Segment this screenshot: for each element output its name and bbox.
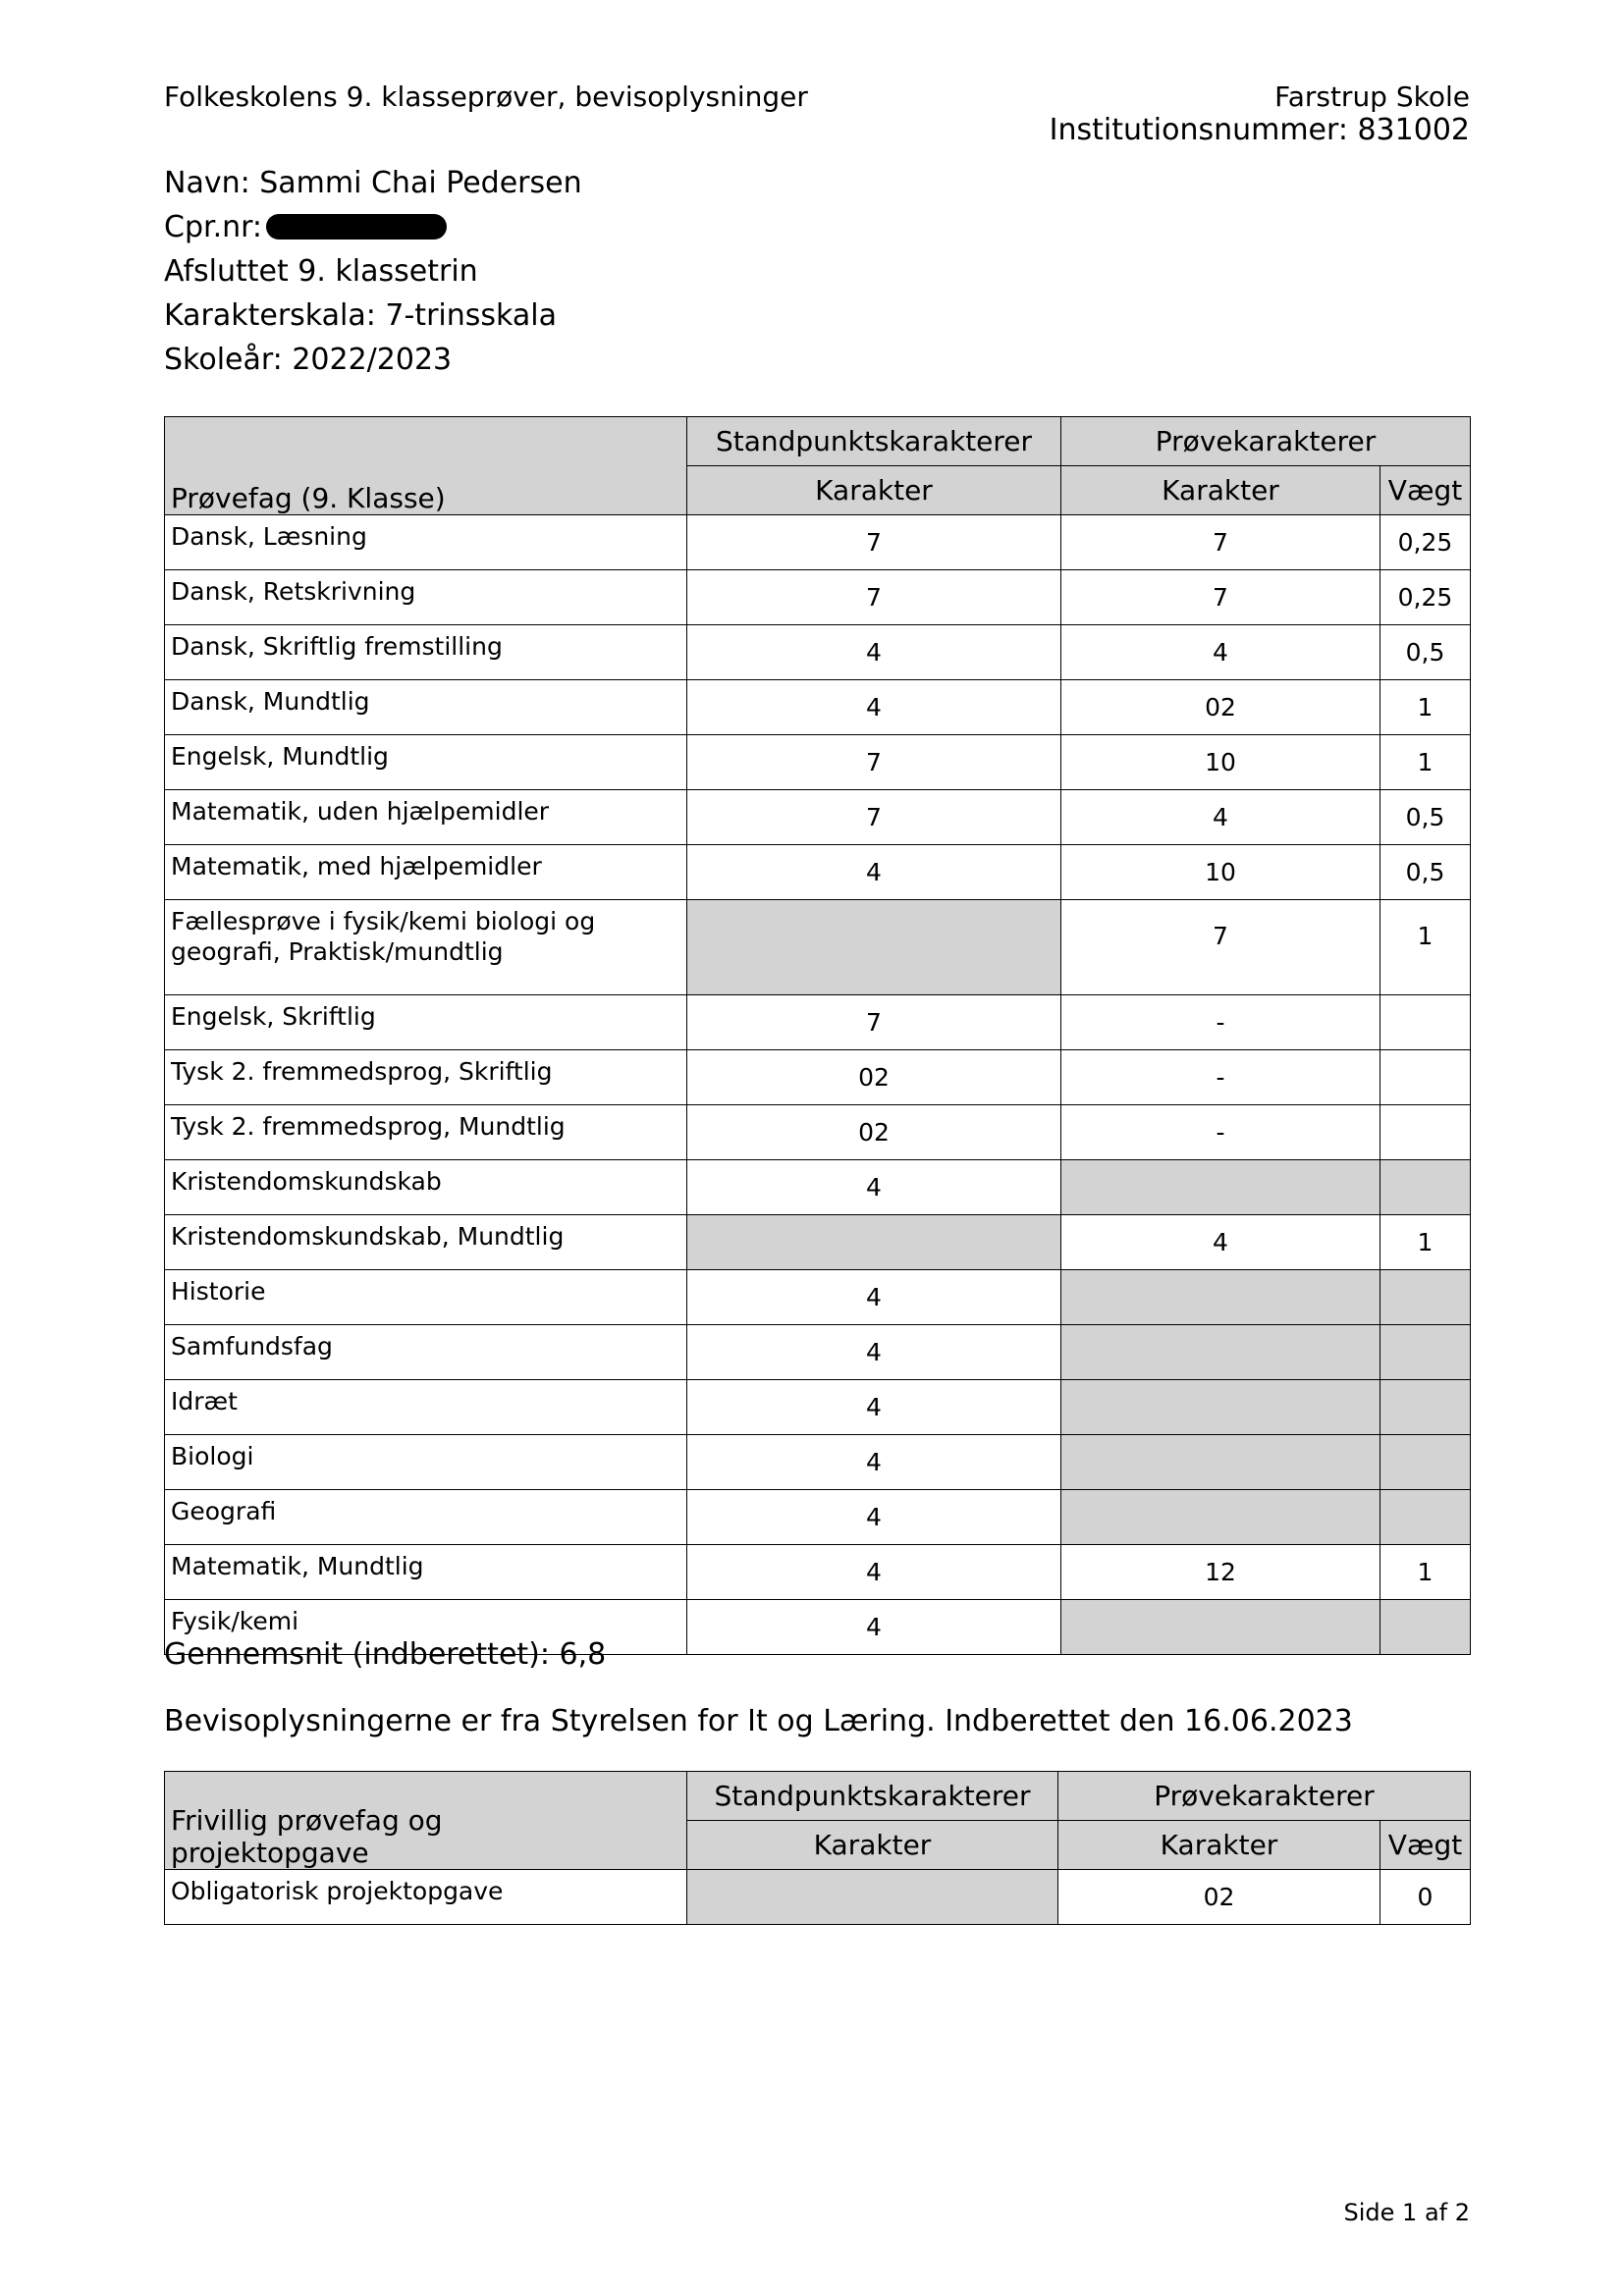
subject-name: Tysk 2. fremmedsprog, Skriftlig: [171, 1057, 553, 1086]
project-exam-grade-header: Karakter: [1058, 1821, 1380, 1870]
table-row: [165, 1160, 1471, 1215]
standpoint-grade-cell: 4: [687, 1435, 1061, 1490]
exam-grade-cell: [1061, 1600, 1380, 1655]
exam-weight-cell: [1380, 1490, 1471, 1545]
exam-grade-cell: -: [1061, 1050, 1380, 1105]
standpoint-group-header: Standpunktskarakterer: [687, 417, 1061, 466]
subject-cell: [165, 845, 687, 900]
page-number: Side 1 af 2: [1343, 2199, 1470, 2226]
table-row: [165, 680, 1471, 735]
exam-weight-cell: 0,5: [1380, 790, 1471, 845]
table-row: [165, 995, 1471, 1050]
project-exam-group-header: Prøvekarakterer: [1058, 1772, 1471, 1821]
exam-weight-cell: 1: [1380, 735, 1471, 790]
exam-weight-cell: [1380, 1105, 1471, 1160]
project-table: [164, 1771, 1471, 1925]
grade-average: Gennemsnit (indberettet): 6,8: [164, 1637, 607, 1672]
standpoint-grade-cell: 02: [687, 1050, 1061, 1105]
subject-name: Tysk 2. fremmedsprog, Mundtlig: [171, 1112, 566, 1141]
project-exam-weight-header: Vægt: [1380, 1821, 1471, 1870]
subject-name: Matematik, med hjælpemidler: [171, 852, 542, 881]
table-row: [165, 900, 1471, 995]
cpr-line: [164, 205, 582, 249]
grades-row-header: Prøvefag (9. Klasse): [165, 417, 687, 515]
standpoint-grade-cell: 4: [687, 625, 1061, 680]
cpr-redaction: [266, 214, 447, 240]
table-row: [165, 515, 1471, 570]
project-standpoint-group-header: Standpunktskarakterer: [687, 1772, 1058, 1821]
subject-name: Samfundsfag: [171, 1332, 333, 1361]
grade-scale: Karakterskala: 7-trinsskala: [164, 298, 557, 333]
subject-name-line2: geografi, Praktisk/mundtlig: [171, 937, 504, 966]
school-year: Skoleår: 2022/2023: [164, 343, 453, 377]
standpoint-grade-cell: 4: [687, 1600, 1061, 1655]
exam-weight-cell: 1: [1380, 1215, 1471, 1270]
exam-weight-cell: 1: [1380, 1545, 1471, 1600]
table-row: [165, 1380, 1471, 1435]
table-row: [165, 1870, 1471, 1925]
table-row: [165, 1325, 1471, 1380]
standpoint-grade-cell: 7: [687, 570, 1061, 625]
exam-grade-cell: 02: [1061, 680, 1380, 735]
table-row: [165, 790, 1471, 845]
table-row: [165, 1270, 1471, 1325]
exam-grade-header: Karakter: [1061, 466, 1380, 515]
subject-cell: [165, 515, 687, 570]
table-row: [165, 1050, 1471, 1105]
standpoint-grade-cell: 4: [687, 1270, 1061, 1325]
exam-grade-cell: 02: [1058, 1870, 1380, 1925]
exam-weight-cell: [1380, 1160, 1471, 1215]
project-row-header-line1: Frivillig prøvefag og: [171, 1804, 443, 1837]
standpoint-grade-cell: 4: [687, 1545, 1061, 1600]
subject-cell: [165, 1545, 687, 1600]
subject-name: Matematik, uden hjælpemidler: [171, 797, 550, 826]
student-info: [164, 161, 582, 382]
subject-cell: [165, 900, 687, 995]
subject-name: Biologi: [171, 1442, 254, 1470]
subject-cell: [165, 790, 687, 845]
exam-weight-cell: [1380, 995, 1471, 1050]
subject-cell: [165, 735, 687, 790]
subject-name: Historie: [171, 1277, 266, 1306]
subject-cell: [165, 570, 687, 625]
subject-name: Engelsk, Skriftlig: [171, 1002, 376, 1031]
subject-cell: [165, 995, 687, 1050]
table-row: [165, 845, 1471, 900]
standpoint-grade-cell: 7: [687, 790, 1061, 845]
exam-weight-cell: 1: [1380, 680, 1471, 735]
subject-name: Dansk, Retskrivning: [171, 577, 416, 606]
exam-grade-cell: 7: [1061, 570, 1380, 625]
exam-weight-cell: [1380, 1050, 1471, 1105]
exam-weight-cell: [1380, 1380, 1471, 1435]
standpoint-grade-cell: 4: [687, 1160, 1061, 1215]
subject-cell: [165, 1105, 687, 1160]
standpoint-grade-cell: 7: [687, 515, 1061, 570]
document-title: Folkeskolens 9. klasseprøver, bevisoplysninger: [164, 80, 808, 113]
exam-grade-cell: 10: [1061, 845, 1380, 900]
project-row-header: [165, 1772, 687, 1870]
standpoint-grade-cell: 4: [687, 680, 1061, 735]
subject-name: Dansk, Mundtlig: [171, 687, 370, 716]
grades-table: [164, 416, 1471, 1655]
exam-weight-cell: [1380, 1600, 1471, 1655]
table-row: [165, 1215, 1471, 1270]
exam-weight-cell: 0,5: [1380, 625, 1471, 680]
exam-weight-cell: [1380, 1325, 1471, 1380]
table-row: [165, 1545, 1471, 1600]
standpoint-grade-cell: 4: [687, 1380, 1061, 1435]
exam-weight-cell: [1380, 1435, 1471, 1490]
student-level: Afsluttet 9. klassetrin: [164, 254, 478, 289]
table-row: [165, 1105, 1471, 1160]
table-row: [165, 735, 1471, 790]
table-row: [165, 1435, 1471, 1490]
subject-cell: [165, 1215, 687, 1270]
standpoint-grade-cell: 7: [687, 735, 1061, 790]
subject-cell: [165, 1870, 687, 1925]
exam-grade-cell: 4: [1061, 1215, 1380, 1270]
subject-cell: [165, 1325, 687, 1380]
standpoint-grade-cell: 4: [687, 1325, 1061, 1380]
exam-grade-cell: 7: [1061, 900, 1380, 995]
exam-grade-cell: [1061, 1160, 1380, 1215]
exam-grade-cell: 10: [1061, 735, 1380, 790]
standpoint-grade-cell: [687, 1870, 1058, 1925]
subject-name: Kristendomskundskab: [171, 1167, 442, 1196]
subject-name: Kristendomskundskab, Mundtlig: [171, 1222, 565, 1251]
standpoint-grade-header: Karakter: [687, 466, 1061, 515]
exam-grade-cell: [1061, 1380, 1380, 1435]
standpoint-grade-cell: 4: [687, 1490, 1061, 1545]
subject-cell: [165, 625, 687, 680]
exam-grade-cell: 12: [1061, 1545, 1380, 1600]
subject-cell: [165, 1160, 687, 1215]
exam-grade-cell: [1061, 1270, 1380, 1325]
standpoint-grade-cell: 7: [687, 995, 1061, 1050]
subject-name: Fysik/kemi: [171, 1607, 299, 1635]
subject-name: Dansk, Læsning: [171, 522, 367, 551]
exam-grade-cell: -: [1061, 995, 1380, 1050]
exam-grade-cell: [1061, 1325, 1380, 1380]
exam-grade-cell: [1061, 1435, 1380, 1490]
exam-weight-cell: 0,5: [1380, 845, 1471, 900]
subject-cell: [165, 1435, 687, 1490]
subject-cell: [165, 1380, 687, 1435]
exam-grade-cell: 7: [1061, 515, 1380, 570]
subject-name: Matematik, Mundtlig: [171, 1552, 424, 1580]
exam-grade-cell: 4: [1061, 790, 1380, 845]
cpr-label: Cpr.nr:: [164, 210, 263, 244]
exam-grade-cell: -: [1061, 1105, 1380, 1160]
subject-name: Fællesprøve i fysik/kemi biologi og: [171, 907, 596, 935]
standpoint-grade-cell: 4: [687, 845, 1061, 900]
institution-number: Institutionsnummer: 831002: [1049, 113, 1470, 147]
exam-weight-cell: 0,25: [1380, 570, 1471, 625]
exam-weight-cell: 0: [1380, 1870, 1471, 1925]
project-standpoint-grade-header: Karakter: [687, 1821, 1058, 1870]
subject-cell: [165, 680, 687, 735]
project-row-header-line2: projektopgave: [171, 1837, 369, 1869]
subject-cell: [165, 1270, 687, 1325]
table-row: [165, 1490, 1471, 1545]
exam-grade-cell: 4: [1061, 625, 1380, 680]
student-name: Navn: Sammi Chai Pedersen: [164, 166, 582, 200]
standpoint-grade-cell: [687, 900, 1061, 995]
subject-name: Idræt: [171, 1387, 238, 1415]
standpoint-grade-cell: 02: [687, 1105, 1061, 1160]
school-name: Farstrup Skole: [1274, 80, 1470, 113]
source-note: Bevisoplysningerne er fra Styrelsen for It og Læring. Indberettet den 16.06.2023: [164, 1704, 1353, 1738]
subject-name: Geografi: [171, 1497, 277, 1525]
table-row: [165, 570, 1471, 625]
subject-name: Dansk, Skriftlig fremstilling: [171, 632, 503, 661]
school-info: [1050, 80, 1470, 147]
standpoint-grade-cell: [687, 1215, 1061, 1270]
subject-name: Obligatorisk projektopgave: [171, 1877, 504, 1905]
subject-cell: [165, 1490, 687, 1545]
subject-cell: [165, 1050, 687, 1105]
subject-name: Engelsk, Mundtlig: [171, 742, 389, 771]
table-row: [165, 625, 1471, 680]
exam-weight-cell: 1: [1380, 900, 1471, 995]
exam-weight-cell: [1380, 1270, 1471, 1325]
exam-weight-cell: 0,25: [1380, 515, 1471, 570]
exam-weight-header: Vægt: [1380, 466, 1471, 515]
exam-grade-cell: [1061, 1490, 1380, 1545]
exam-group-header: Prøvekarakterer: [1061, 417, 1471, 466]
